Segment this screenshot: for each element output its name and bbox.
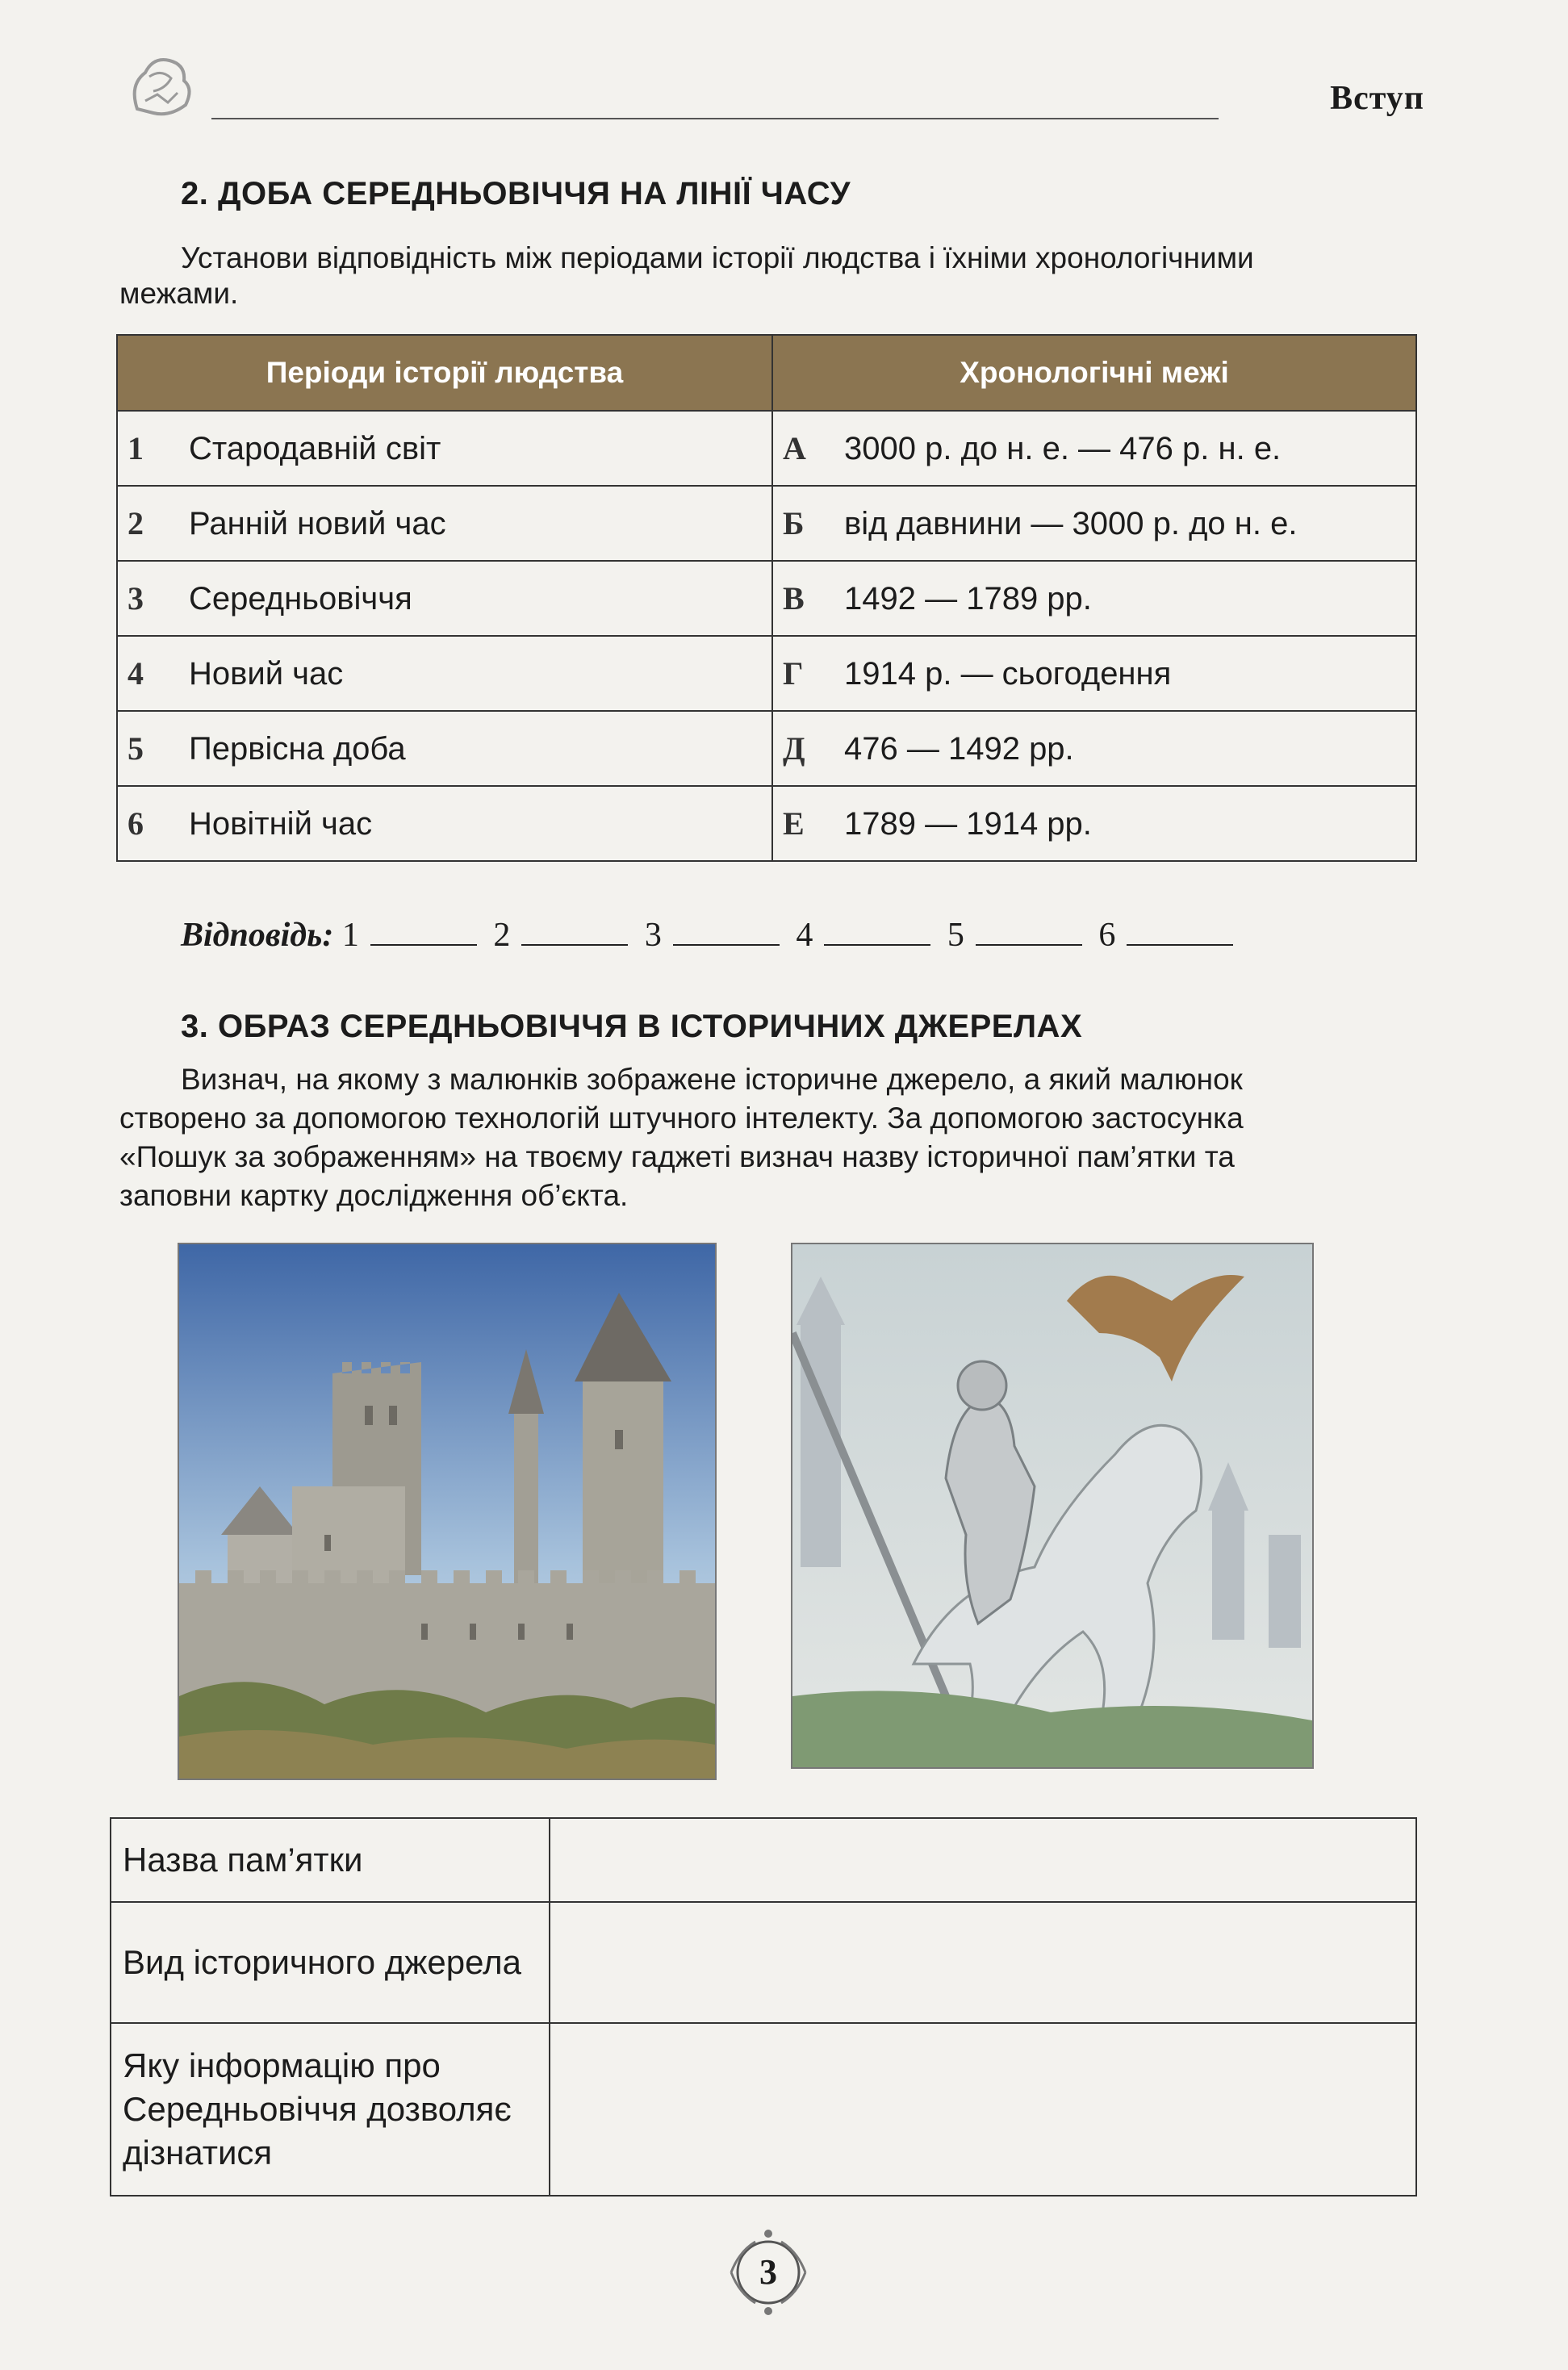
period-cell: [117, 786, 772, 861]
answer-slot-num: 1: [341, 917, 359, 954]
range-cell: [772, 636, 1416, 711]
period-name: Середньовіччя: [189, 581, 412, 617]
section-label: Вступ: [1330, 80, 1424, 117]
answer-blank-5[interactable]: [976, 920, 1082, 946]
row-letter: Е: [783, 805, 805, 842]
answer-slot-num: 3: [644, 917, 662, 954]
research-label: Назва пам’ятки: [111, 1818, 550, 1902]
table-row: [117, 786, 1416, 861]
row-number: 4: [128, 655, 144, 692]
range-cell: [772, 786, 1416, 861]
period-name: Первісна доба: [189, 731, 406, 767]
row-letter: Д: [783, 730, 805, 767]
task3-para-line3: «Пошук за зображенням» на твоєму гаджеті визнач назву історичної пам’ятки та: [119, 1140, 1235, 1173]
period-cell: [117, 411, 772, 486]
row-number: 2: [128, 505, 144, 541]
answer-label: Відповідь:: [181, 917, 334, 954]
table-row: [117, 636, 1416, 711]
row-letter: Г: [783, 655, 804, 692]
range-text: 1914 р. — сьогодення: [844, 656, 1172, 692]
table-row: [117, 561, 1416, 636]
period-cell: [117, 711, 772, 786]
col-periods-header: Періоди історії людства: [117, 335, 772, 411]
table-row: [111, 2023, 1416, 2196]
table-row: [117, 411, 1416, 486]
knight-illustration: [792, 1244, 1312, 1767]
task3-para-line2: створено за допомогою технологій штучного інтелекту. За допомогою застосунка: [119, 1101, 1244, 1135]
answer-blank-4[interactable]: [824, 920, 930, 946]
task2-instruction-line2: межами.: [119, 277, 239, 310]
table-row: [117, 711, 1416, 786]
period-name: Новий час: [189, 656, 344, 692]
period-name: Стародавній світ: [189, 431, 441, 466]
research-answer-information[interactable]: [550, 2023, 1416, 2196]
period-cell: [117, 636, 772, 711]
range-text: 476 — 1492 рр.: [844, 731, 1074, 767]
col-chronology-header: Хронологічні межі: [772, 335, 1416, 411]
research-label: Яку інформацію про Середньовіччя дозволяє дізнатися: [111, 2023, 550, 2196]
task3-para-line1: Визнач, на якому з малюнків зображене історичне джерело, а який малюнок: [181, 1063, 1243, 1096]
answer-slot-num: 5: [947, 917, 964, 954]
answer-blank-6[interactable]: [1127, 920, 1233, 946]
answer-slot-num: 6: [1098, 917, 1116, 954]
row-letter: Б: [783, 505, 805, 541]
table-header-row: [117, 335, 1416, 411]
range-cell: [772, 486, 1416, 561]
research-label: Вид історичного джерела: [111, 1902, 550, 2023]
row-letter: А: [783, 430, 806, 466]
answer-slot-num: 4: [796, 917, 813, 954]
dragon-crest-icon: [121, 44, 202, 125]
castle-photo: [178, 1243, 717, 1780]
task2-instruction-line1: Установи відповідність між періодами історії людства і їхніми хронологічними: [181, 241, 1254, 274]
period-name: Ранній новий час: [189, 506, 446, 541]
range-text: 3000 р. до н. е. — 476 р. н. е.: [844, 431, 1282, 466]
range-cell: [772, 411, 1416, 486]
research-card-table: [110, 1817, 1417, 2197]
table-row: [111, 1902, 1416, 2023]
answer-blank-3[interactable]: [673, 920, 780, 946]
periods-table: [116, 334, 1417, 862]
header-rule: [211, 118, 1219, 119]
range-text: 1789 — 1914 рр.: [844, 806, 1092, 842]
row-number: 3: [128, 580, 144, 617]
answer-blank-1[interactable]: [370, 920, 477, 946]
table-row: [117, 486, 1416, 561]
row-number: 5: [128, 730, 144, 767]
row-number: 1: [128, 430, 144, 466]
range-text: 1492 — 1789 рр.: [844, 581, 1092, 617]
range-cell: [772, 561, 1416, 636]
period-name: Новітній час: [189, 806, 373, 842]
table-row: [111, 1818, 1416, 1902]
research-answer-source-type[interactable]: [550, 1902, 1416, 2023]
period-cell: [117, 486, 772, 561]
knight-ai-image: [791, 1243, 1314, 1769]
answer-blank-2[interactable]: [521, 920, 628, 946]
row-letter: В: [783, 580, 805, 617]
task3-heading: 3. ОБРАЗ СЕРЕДНЬОВІЧЧЯ В ІСТОРИЧНИХ ДЖЕРЕЛАХ: [181, 1009, 1083, 1044]
page-number: 3: [759, 2252, 777, 2292]
task2-heading: 2. ДОБА СЕРЕДНЬОВІЧЧЯ НА ЛІНІЇ ЧАСУ: [181, 176, 851, 211]
range-text: від давнини — 3000 р. до н. е.: [844, 506, 1298, 541]
castle-illustration: [179, 1244, 715, 1779]
answer-slot-num: 2: [493, 917, 511, 954]
task3-para-line4: заповни картку дослідження об’єкта.: [119, 1179, 629, 1212]
answer-line: [181, 916, 1241, 955]
period-cell: [117, 561, 772, 636]
row-number: 6: [128, 805, 144, 842]
range-cell: [772, 711, 1416, 786]
research-answer-monument[interactable]: [550, 1818, 1416, 1902]
